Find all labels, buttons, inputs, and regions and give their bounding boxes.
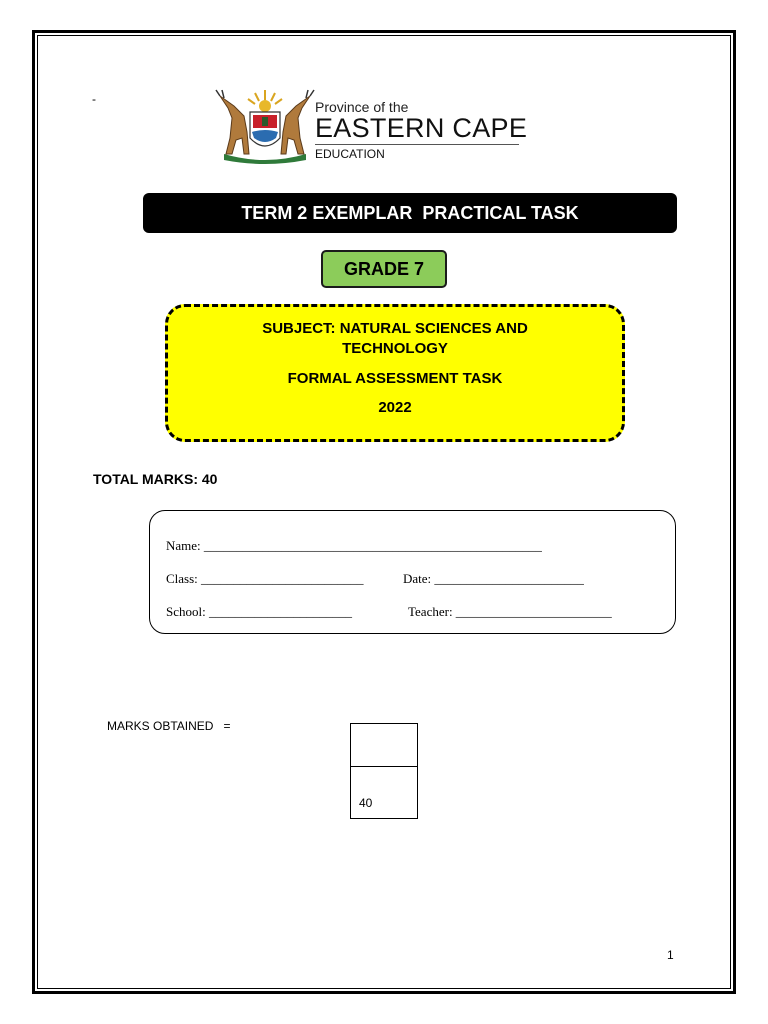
marks-obtained-box [350, 723, 418, 819]
name-field[interactable]: Name: ____________________________________________________ [166, 538, 542, 553]
logo-text [315, 100, 527, 161]
assessment-task-heading: FORMAL ASSESSMENT TASK [287, 370, 503, 387]
stray-dash: - [92, 92, 96, 106]
task-title-banner: TERM 2 EXEMPLAR PRACTICAL TASK [143, 193, 677, 233]
logo-eastern-cape-text: EASTERN CAPE [315, 113, 528, 143]
marks-total-value: 40 [359, 796, 373, 810]
learner-details-box [149, 510, 676, 634]
page-number: 1 [667, 948, 674, 962]
school-field[interactable]: School: ______________________ [166, 604, 352, 619]
year-heading: 2022 [378, 399, 412, 416]
subject-heading: SUBJECT: NATURAL SCIENCES AND TECHNOLOGY [262, 320, 528, 357]
logo-province-text: Province of the [315, 99, 409, 115]
date-field[interactable]: Date: _______________________ [403, 571, 584, 586]
coat-of-arms-icon [210, 88, 320, 166]
logo-education-text: EDUCATION [315, 144, 519, 161]
total-marks-label: TOTAL MARKS: 40 [93, 471, 218, 487]
marks-divider [351, 766, 417, 767]
marks-obtained-label: MARKS OBTAINED = [107, 719, 231, 733]
class-field[interactable]: Class: _________________________ [166, 571, 364, 586]
teacher-field[interactable]: Teacher: ________________________ [408, 604, 612, 619]
subject-info-box [165, 304, 625, 442]
grade-badge: GRADE 7 [321, 250, 447, 288]
